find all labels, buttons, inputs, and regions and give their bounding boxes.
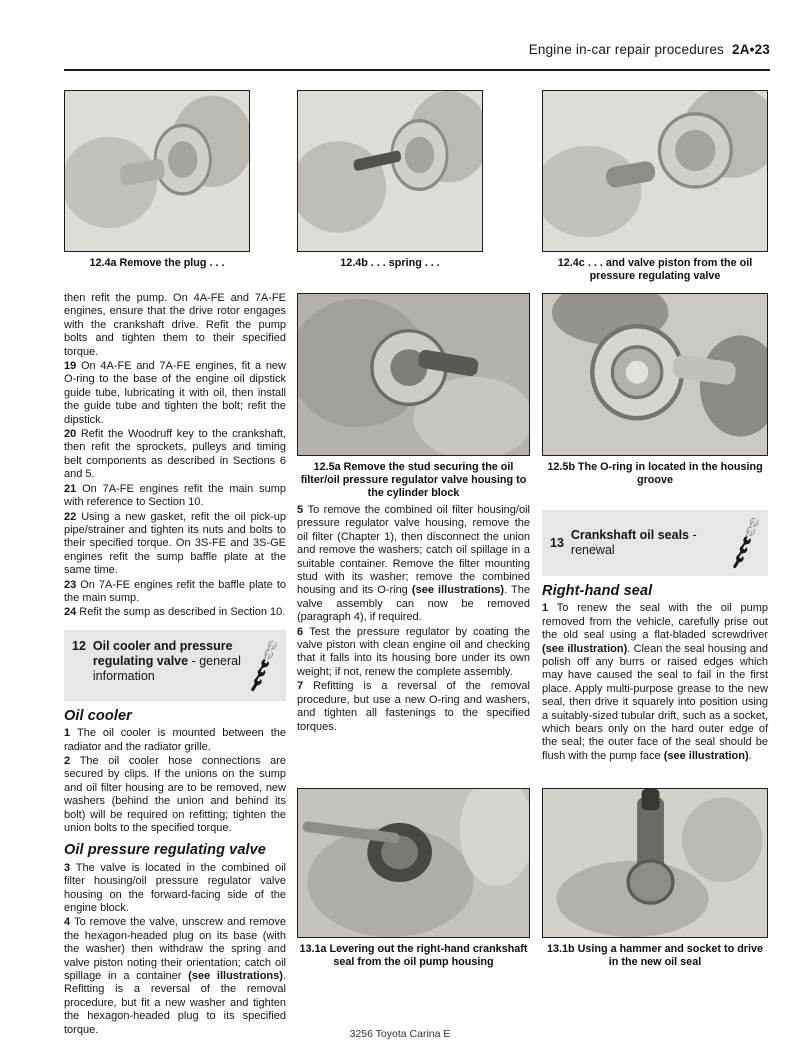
photo-12-4a bbox=[64, 90, 250, 252]
paragraph-6: 6 Test the pressure regulator by coating the valve piston with clean engine oil and checking that it falls into its housing bore under its own weight; if not, renew the complete assembly. bbox=[297, 625, 530, 678]
figure-12-5b bbox=[542, 293, 768, 487]
photo-12-5a bbox=[297, 293, 530, 456]
paragraph-1: 1 The oil cooler is mounted between the radiator and the radiator grille. bbox=[64, 727, 286, 753]
figure-12-5a bbox=[297, 293, 530, 500]
photo-illustration bbox=[298, 91, 482, 251]
difficulty-rating-spanners-icon bbox=[252, 639, 280, 693]
paragraph-3: 3 The valve is located in the combined oil filter housing/oil pressure regulator valve housing on the forward-facing side of the engine block. bbox=[64, 861, 286, 915]
figure-caption: 13.1a Levering out the right-hand crankshaft seal from the oil pump housing bbox=[299, 943, 528, 968]
photo-illustration bbox=[543, 789, 767, 937]
paragraph-19: 19 On 4A-FE and 7A-FE engines, fit a new O-ring to the base of the engine oil dipstick guide tube, lubricating it with oil, then install the guide tube and tighten the bolt; refit the dipstick. bbox=[64, 360, 286, 426]
right-column bbox=[542, 500, 768, 764]
middle-column bbox=[297, 504, 530, 735]
photo-13-1a bbox=[297, 788, 530, 938]
paragraph-20: 20 Refit the Woodruff key to the crankshaft, then refit the sprockets, pulleys and timing belt components as described in Sections 6 and 5. bbox=[64, 428, 286, 481]
paragraph-2: 2 The oil cooler hose connections are secured by clips. If the unions on the sump and oil filter housing are to be removed, new washers (behind the union and behind its bolt) will be required on refitting; tighten the union bolts to the specified torque. bbox=[64, 754, 286, 834]
section-heading-12 bbox=[64, 630, 286, 701]
paragraph-4: 4 To remove the valve, unscrew and remove the hexagon-headed plug on its base (with the washer) then withdraw the spring and valve piston noting their orientation; catch oil spillage in a container (see illustrations). Refitting is a reversal of the removal procedure, but fit a new washer and tighten the hexagon-headed plug to its specified torque. bbox=[64, 916, 286, 1036]
figure-12-4c bbox=[542, 90, 768, 283]
section-title: Oil cooler and pressure regulating valve - general information bbox=[92, 638, 241, 683]
page-footer: 3256 Toyota Carina E bbox=[349, 1028, 451, 1040]
photo-12-4b bbox=[297, 90, 483, 252]
section-heading-13 bbox=[542, 510, 768, 576]
figure-caption: 12.4a Remove the plug . . . bbox=[89, 257, 225, 269]
left-column bbox=[64, 292, 286, 1038]
subheading-right-hand-seal: Right-hand seal bbox=[542, 583, 653, 599]
figure-12-4a bbox=[64, 90, 250, 270]
photo-illustration bbox=[543, 91, 767, 251]
photo-13-1b bbox=[542, 788, 768, 938]
paragraph-5: 5 To remove the combined oil filter housing/oil pressure regulator valve housing, remove the oil filter (Chapter 1), then disconnect the union and remove the washers; catch oil spillage in a suitable container. Remove the filter mounting stud with its washer; remove the combined housing and its O-ring (see illustrations). The valve assembly can now be removed (paragraph 4), if required. bbox=[297, 504, 530, 624]
photo-12-4c bbox=[542, 90, 768, 252]
subheading-oil-cooler: Oil cooler bbox=[64, 707, 132, 724]
section-number: 13 bbox=[550, 535, 564, 550]
figure-caption: 12.4c . . . and valve piston from the oil pressure regulating valve bbox=[557, 257, 753, 282]
photo-illustration bbox=[65, 91, 249, 251]
difficulty-rating-spanners-icon bbox=[734, 516, 762, 570]
header-rule bbox=[64, 69, 770, 71]
photo-12-5b bbox=[542, 293, 768, 456]
figure-12-4b bbox=[297, 90, 483, 270]
figure-13-1b bbox=[542, 788, 768, 969]
section-title: Crankshaft oil seals - renewal bbox=[570, 528, 697, 557]
paragraph-18-continued: then refit the pump. On 4A-FE and 7A-FE engines, ensure that the drive rotor engages with the crankshaft drive. Refit the pump bolts and tighten them to their specified torque. bbox=[64, 292, 286, 358]
paragraph-13-1: 1 To renew the seal with the oil pump removed from the vehicle, carefully prise out the old seal using a flat-bladed screwdriver (see illustration). Clean the seal housing and polish off any burrs or raised edges which may have caused the seal to fail in the first place. Apply multi-purpose grease to the new seal, then drive it squarely into position using a suitably-sized tubular drift, such as a socket, which bears only on the hard outer edge of the seal; the outer face of the seal should be flush with the pump face (see illustration). bbox=[542, 602, 768, 762]
photo-illustration bbox=[543, 294, 767, 455]
header-title: Engine in-car repair procedures bbox=[528, 42, 724, 57]
paragraph-7: 7 Refitting is a reversal of the removal procedure, but use a new O-ring and washers, and tighten all fastenings to the specified torques. bbox=[297, 680, 530, 733]
figure-13-1a bbox=[297, 788, 530, 969]
photo-illustration bbox=[298, 789, 529, 937]
photo-illustration bbox=[298, 294, 529, 455]
page-header bbox=[64, 42, 770, 57]
subheading-oil-pressure-regulating-valve: Oil pressure regulating valve bbox=[64, 842, 266, 859]
paragraph-21: 21 On 7A-FE engines refit the main sump with reference to Section 10. bbox=[64, 482, 286, 509]
figure-caption: 12.5b The O-ring in located in the housing groove bbox=[547, 461, 763, 486]
section-number: 12 bbox=[72, 638, 86, 653]
figure-caption: 12.5a Remove the stud securing the oil filter/oil pressure regulator valve housing to the cylinder block bbox=[300, 461, 527, 499]
page-number: 2A•23 bbox=[732, 42, 770, 57]
paragraph-24: 24 Refit the sump as described in Section 10. bbox=[64, 606, 286, 619]
paragraph-23: 23 On 7A-FE engines refit the baffle plate to the main sump. bbox=[64, 578, 287, 604]
figure-caption: 13.1b Using a hammer and socket to drive in the new oil seal bbox=[546, 943, 763, 968]
paragraph-22: 22 Using a new gasket, refit the oil pick-up pipe/strainer and tighten its nuts and bolts to their specified torque. On 3S-FE and 3S-GE engines refit the sump baffle plate at the same time. bbox=[64, 510, 287, 577]
figure-caption: 12.4b . . . spring . . . bbox=[340, 257, 440, 269]
